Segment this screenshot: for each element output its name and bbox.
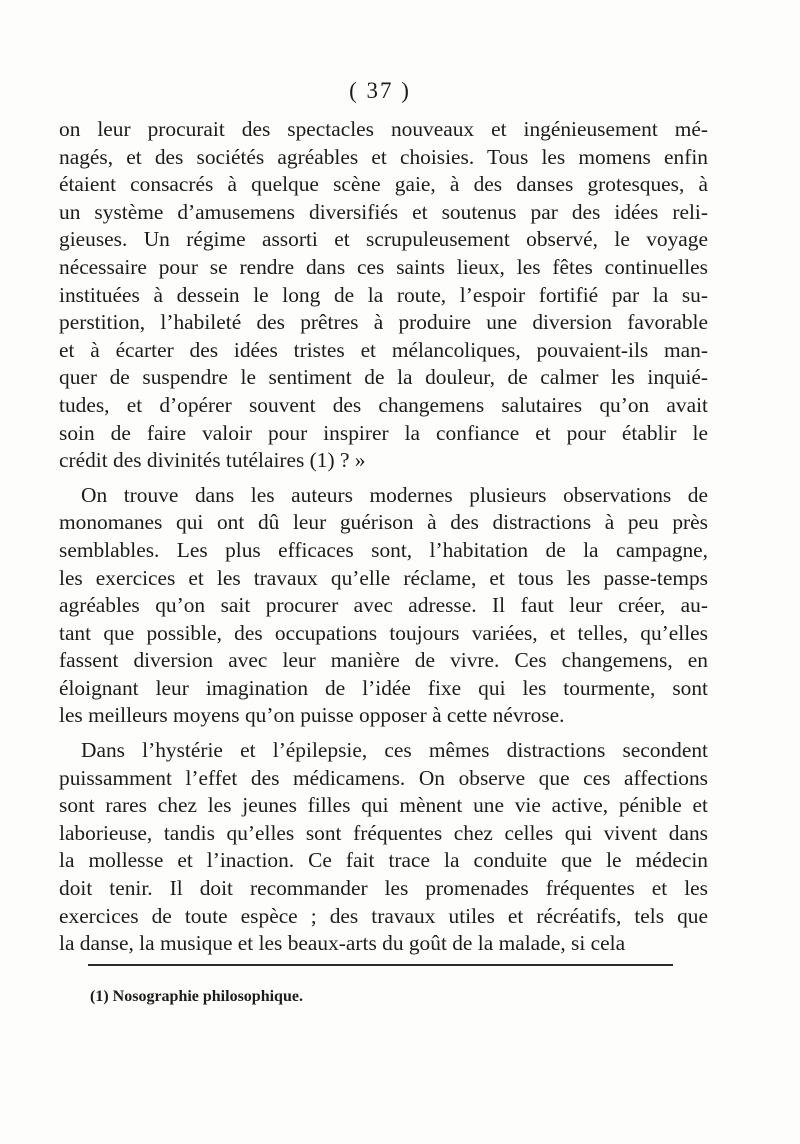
text-line: fassent diversion avec leur manière de vivre. Ces changemens, en [59, 648, 708, 673]
body-text [59, 116, 708, 958]
text-line: nécessaire pour se rendre dans ces saints lieux, les fêtes continuelles [59, 254, 708, 279]
paragraph-gap [59, 730, 708, 737]
text-line: perstition, l’habileté des prêtres à produire une diversion favorable [59, 310, 708, 335]
text-line: éloignant leur imagination de l’idée fixe qui les tourmente, sont [59, 675, 708, 700]
footnote: (1) Nosographie philosophique. [90, 988, 303, 1005]
text-line: un système d’amusemens diversifiés et soutenus par des idées reli- [59, 199, 708, 224]
text-line: étaient consacrés à quelque scène gaie, à des danses grotesques, à [59, 172, 708, 197]
text-line: instituées à dessein le long de la route, l’espoir fortifié par la su- [59, 282, 708, 307]
text-line: puissamment l’effet des médicamens. On observe que ces affections [59, 765, 708, 790]
text-line: la mollesse et l’inaction. Ce fait trace la conduite que le médecin [59, 848, 708, 873]
text-line: sont rares chez les jeunes filles qui mènent une vie active, pénible et [59, 793, 708, 818]
text-line: soin de faire valoir pour inspirer la confiance et pour établir le [59, 420, 708, 445]
paragraph-p1 [59, 116, 708, 475]
text-line: et à écarter des idées tristes et mélancoliques, pouvaient-ils man- [59, 337, 708, 362]
text-line: les exercices et les travaux qu’elle réclame, et tous les passe-temps [59, 565, 708, 590]
text-line: Dans l’hystérie et l’épilepsie, ces mêmes distractions secondent [81, 738, 708, 763]
paragraph-p3 [59, 737, 708, 958]
text-line: tudes, et d’opérer souvent des changemens salutaires qu’on avait [59, 392, 708, 417]
text-line: nagés, et des sociétés agréables et choisies. Tous les momens enfin [59, 144, 708, 169]
text-line: les meilleurs moyens qu’on puisse opposer à cette névrose. [59, 703, 565, 728]
text-line: laborieuse, tandis qu’elles sont fréquentes chez celles qui vivent dans [59, 820, 708, 845]
paragraph-gap [59, 475, 708, 482]
text-line: la danse, la musique et les beaux-arts du goût de la malade, si cela [59, 931, 626, 956]
text-line: On trouve dans les auteurs modernes plusieurs observations de [81, 482, 708, 507]
text-line: tant que possible, des occupations toujours variées, et telles, qu’elles [59, 620, 708, 645]
text-line: crédit des divinités tutélaires (1) ? » [59, 448, 366, 473]
footnote-rule [88, 964, 673, 966]
text-line: on leur procurait des spectacles nouveaux et ingénieusement mé- [59, 117, 708, 141]
text-line: gieuses. Un régime assorti et scrupuleusement observé, le voyage [59, 227, 708, 252]
paragraph-p2 [59, 482, 708, 730]
text-line: doit tenir. Il doit recommander les promenades fréquentes et les [59, 876, 708, 901]
text-line: semblables. Les plus efficaces sont, l’habitation de la campagne, [59, 537, 708, 562]
page-number: ( 37 ) [349, 78, 411, 103]
text-line: agréables qu’on sait procurer avec adresse. Il faut leur créer, au- [59, 593, 708, 618]
text-line: quer de suspendre le sentiment de la douleur, de calmer les inquié- [59, 365, 708, 390]
text-line: monomanes qui ont dû leur guérison à des distractions à peu près [59, 510, 708, 535]
text-line: exercices de toute espèce ; des travaux utiles et récréatifs, tels que [59, 903, 708, 928]
